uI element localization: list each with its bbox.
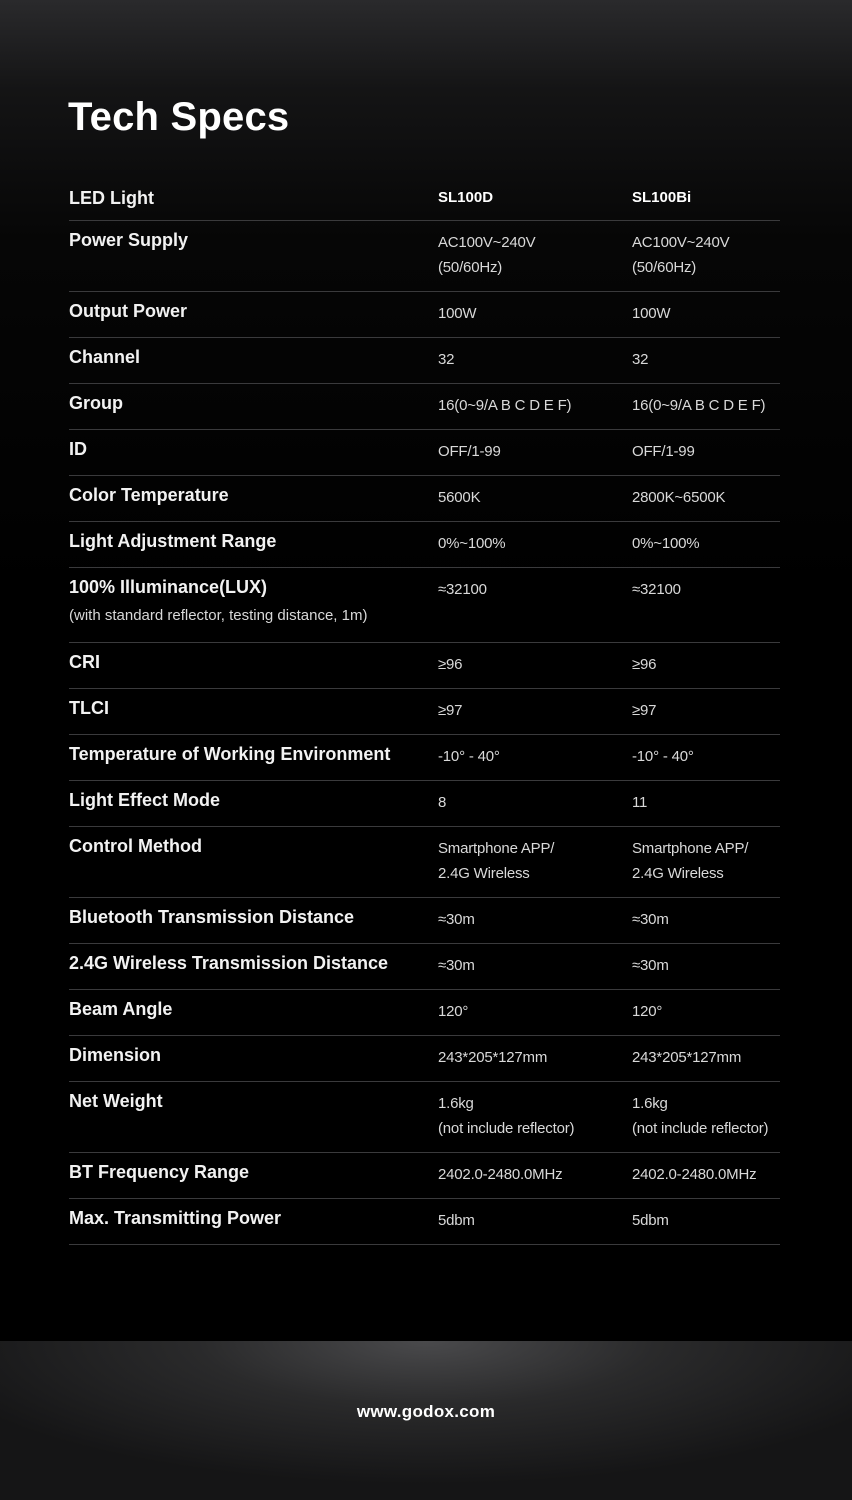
spec-row — [69, 292, 780, 338]
spec-value-line: ≈30m — [438, 957, 475, 974]
spec-value-sl100d — [438, 999, 632, 1024]
spec-value-line: (not include reflector) — [632, 1120, 769, 1137]
spec-row — [69, 944, 780, 990]
header-model-sl100bi: SL100Bi — [632, 189, 692, 206]
spec-label: Light Adjustment Range — [69, 531, 277, 551]
specs-table — [69, 178, 780, 1245]
spec-value-sl100d — [438, 953, 632, 978]
spec-label: Group — [69, 393, 123, 413]
spec-value-line: 8 — [438, 794, 447, 811]
spec-value-line: Smartphone APP/ — [632, 840, 749, 857]
spec-value-line: 120° — [632, 1003, 663, 1020]
spec-value-sl100bi — [632, 1162, 780, 1187]
spec-value-sl100d — [438, 1162, 632, 1187]
spec-value-sl100d — [438, 907, 632, 932]
header-model-sl100d: SL100D — [438, 189, 494, 206]
spec-value-line: 100W — [632, 305, 671, 322]
spec-row — [69, 338, 780, 384]
spec-value-line: 2.4G Wireless — [438, 865, 530, 882]
spec-value-sl100bi — [632, 531, 780, 556]
website-link[interactable]: www.godox.com — [356, 1402, 496, 1421]
spec-row — [69, 1153, 780, 1199]
spec-label: TLCI — [69, 698, 109, 718]
spec-label: CRI — [69, 652, 100, 672]
spec-row — [69, 827, 780, 898]
spec-label: Dimension — [69, 1045, 162, 1065]
spec-label: Max. Transmitting Power — [69, 1208, 282, 1228]
spec-value-sl100d — [438, 652, 632, 677]
spec-value-line: ≥96 — [632, 656, 657, 673]
spec-value-line: -10° - 40° — [438, 748, 500, 765]
spec-value-line: 2.4G Wireless — [632, 865, 724, 882]
spec-value-sl100bi — [632, 953, 780, 978]
spec-label: Power Supply — [69, 230, 189, 250]
spec-row — [69, 522, 780, 568]
spec-value-sl100bi — [632, 393, 780, 418]
spec-value-sl100bi — [632, 790, 780, 815]
spec-value-line: AC100V~240V — [632, 234, 730, 251]
spec-row — [69, 384, 780, 430]
spec-value-line: 2402.0-2480.0MHz — [632, 1166, 757, 1183]
spec-label: Beam Angle — [69, 999, 173, 1019]
spec-value-line: (50/60Hz) — [632, 259, 697, 276]
spec-value-line: ≥96 — [438, 656, 463, 673]
spec-value-line: ≈32100 — [632, 581, 681, 598]
spec-value-line: AC100V~240V — [438, 234, 536, 251]
spec-value-line: 0%~100% — [438, 535, 506, 552]
spec-value-sl100d — [438, 1208, 632, 1233]
spec-value-sl100bi — [632, 577, 780, 602]
spec-row — [69, 689, 780, 735]
spec-value-sl100d — [438, 1045, 632, 1070]
header-led-light: LED Light — [69, 188, 154, 208]
footer — [0, 1341, 852, 1500]
spec-value-line: ≥97 — [632, 702, 657, 719]
spec-row — [69, 990, 780, 1036]
spec-value-line: -10° - 40° — [632, 748, 694, 765]
spec-value-sl100bi — [632, 698, 780, 723]
spec-value-line: 32 — [632, 351, 649, 368]
spec-value-line: 243*205*127mm — [632, 1049, 742, 1066]
spec-value-sl100bi — [632, 1045, 780, 1070]
spec-row — [69, 221, 780, 292]
spec-row — [69, 430, 780, 476]
spec-sublabel: (with standard reflector, testing distance, 1m) — [69, 607, 368, 624]
spec-value-line: 16(0~9/A B C D E F) — [632, 397, 766, 414]
spec-value-sl100bi — [632, 836, 780, 886]
spec-row — [69, 568, 780, 643]
spec-row — [69, 643, 780, 689]
spec-label: BT Frequency Range — [69, 1162, 250, 1182]
spec-value-sl100d — [438, 1091, 632, 1141]
spec-value-sl100d — [438, 577, 632, 602]
spec-value-sl100bi — [632, 907, 780, 932]
spec-value-line: 2800K~6500K — [632, 489, 726, 506]
spec-rows — [69, 221, 780, 1245]
spec-label: Temperature of Working Environment — [69, 744, 391, 764]
spec-value-line: (50/60Hz) — [438, 259, 503, 276]
spec-value-line: ≈32100 — [438, 581, 487, 598]
spec-value-line: 11 — [632, 794, 648, 811]
spec-value-sl100d — [438, 790, 632, 815]
spec-value-line: 5600K — [438, 489, 481, 506]
spec-value-line: (not include reflector) — [438, 1120, 575, 1137]
spec-label: Bluetooth Transmission Distance — [69, 907, 355, 927]
spec-value-line: Smartphone APP/ — [438, 840, 555, 857]
spec-value-sl100d — [438, 531, 632, 556]
spec-value-sl100d — [438, 230, 632, 280]
spec-label: 2.4G Wireless Transmission Distance — [69, 953, 388, 973]
specs-header-row — [69, 178, 780, 221]
spec-value-sl100bi — [632, 485, 780, 510]
spec-value-sl100d — [438, 301, 632, 326]
spec-value-line: 243*205*127mm — [438, 1049, 548, 1066]
spec-value-line: 5dbm — [438, 1212, 475, 1229]
spec-value-line: 1.6kg — [632, 1095, 668, 1112]
spec-value-line: 16(0~9/A B C D E F) — [438, 397, 572, 414]
spec-value-line: ≈30m — [438, 911, 475, 928]
spec-value-sl100bi — [632, 301, 780, 326]
spec-value-line: 100W — [438, 305, 477, 322]
spec-value-sl100bi — [632, 439, 780, 464]
spec-label: Channel — [69, 347, 141, 367]
spec-row — [69, 898, 780, 944]
spec-value-line: 0%~100% — [632, 535, 700, 552]
spec-value-sl100d — [438, 347, 632, 372]
spec-label: Light Effect Mode — [69, 790, 220, 810]
spec-value-line: 32 — [438, 351, 455, 368]
spec-value-line: OFF/1-99 — [438, 443, 501, 460]
spec-label: Output Power — [69, 301, 187, 321]
spec-value-line: 2402.0-2480.0MHz — [438, 1166, 563, 1183]
spec-value-sl100d — [438, 439, 632, 464]
spec-value-sl100d — [438, 836, 632, 886]
spec-value-sl100d — [438, 698, 632, 723]
spec-row — [69, 1082, 780, 1153]
spec-value-sl100d — [438, 744, 632, 769]
spec-value-line: 1.6kg — [438, 1095, 474, 1112]
spec-row — [69, 1199, 780, 1245]
spec-value-sl100bi — [632, 1208, 780, 1233]
spec-value-line: ≥97 — [438, 702, 463, 719]
spec-value-sl100bi — [632, 744, 780, 769]
spec-value-line: 120° — [438, 1003, 469, 1020]
spec-value-sl100bi — [632, 230, 780, 280]
spec-row — [69, 781, 780, 827]
spec-value-sl100d — [438, 393, 632, 418]
spec-value-line: OFF/1-99 — [632, 443, 695, 460]
spec-label: 100% Illuminance(LUX) — [69, 577, 268, 597]
spec-label: Net Weight — [69, 1091, 163, 1111]
spec-value-sl100bi — [632, 999, 780, 1024]
spec-row — [69, 1036, 780, 1082]
spec-label: Color Temperature — [69, 485, 229, 505]
spec-value-sl100bi — [632, 347, 780, 372]
spec-value-line: ≈30m — [632, 957, 669, 974]
spec-label: Control Method — [69, 836, 202, 856]
spec-value-line: 5dbm — [632, 1212, 669, 1229]
spec-value-sl100d — [438, 485, 632, 510]
spec-value-sl100bi — [632, 652, 780, 677]
page-title: Tech Specs — [68, 95, 290, 139]
spec-row — [69, 735, 780, 781]
spec-value-sl100bi — [632, 1091, 780, 1141]
spec-row — [69, 476, 780, 522]
spec-value-line: ≈30m — [632, 911, 669, 928]
spec-label: ID — [69, 439, 87, 459]
